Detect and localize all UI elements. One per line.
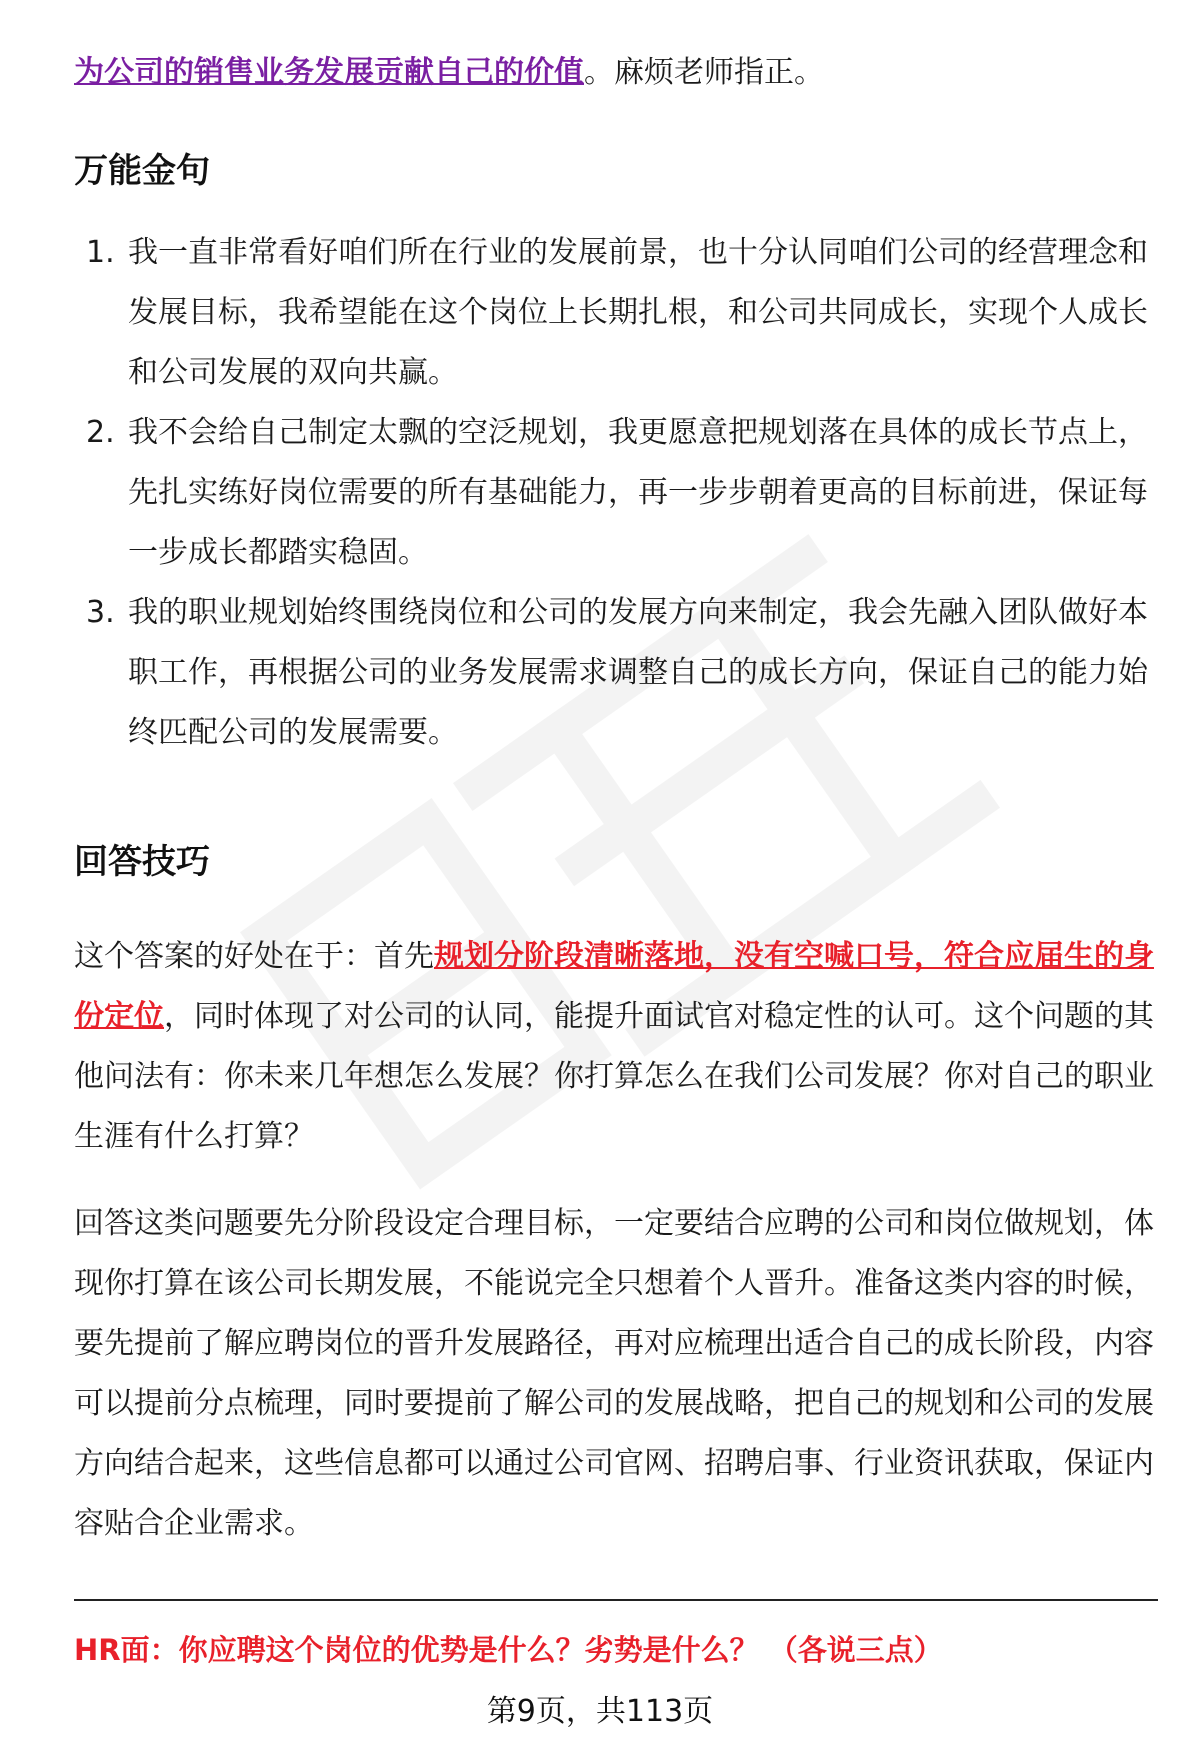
list-item-number: 1. xyxy=(86,235,115,270)
paragraph-line: 生涯有什么打算？ xyxy=(74,1119,314,1154)
list-item-line: 终匹配公司的发展需要。 xyxy=(128,715,458,750)
list-item-line: 我的职业规划始终围绕岗位和公司的发展方向来制定，我会先融入团队做好本 xyxy=(128,595,1148,630)
list-item-line: 职工作，再根据公司的业务发展需求调整自己的成长方向，保证自己的能力始 xyxy=(128,655,1148,690)
para1-emphasis-cont: 份定位 xyxy=(74,999,164,1034)
list-item-line: 先扎实练好岗位需要的所有基础能力，再一步步朝着更高的目标前进，保证每 xyxy=(128,475,1148,510)
list-item xyxy=(74,403,1146,583)
para1-rest: ，同时体现了对公司的认同，能提升面试官对稳定性的认可。这个问题的其 xyxy=(164,999,1154,1034)
paragraph-line: 容贴合企业需求。 xyxy=(74,1506,314,1541)
list-item xyxy=(74,583,1146,763)
intro-line xyxy=(74,43,1146,103)
paragraph-line: 回答这类问题要先分阶段设定合理目标，一定要结合应聘的公司和岗位做规划，体 xyxy=(74,1206,1154,1241)
list-item-line: 我一直非常看好咱们所在行业的发展前景，也十分认同咱们公司的经营理念和 xyxy=(128,235,1148,270)
list-item-line: 和公司发展的双向共赢。 xyxy=(128,355,458,390)
para1-emphasis: 规划分阶段清晰落地，没有空喊口号，符合应届生的身 xyxy=(434,939,1154,974)
para1-prefix: 这个答案的好处在于：首先 xyxy=(74,939,434,974)
intro-emphasis: 为公司的销售业务发展贡献自己的价值 xyxy=(74,55,584,90)
next-question-heading: HR面：你应聘这个岗位的优势是什么？劣势是什么？ （各说三点） xyxy=(74,1633,943,1667)
page-number-footer: 第9页，共113页 xyxy=(486,1694,714,1729)
list-item-line: 一步成长都踏实稳固。 xyxy=(128,535,428,570)
intro-rest: 。麻烦老师指正。 xyxy=(584,55,824,90)
tips-paragraph-2 xyxy=(74,1194,1154,1554)
phrase-list xyxy=(74,223,1146,763)
list-item-line: 发展目标，我希望能在这个岗位上长期扎根，和公司共同成长，实现个人成长 xyxy=(128,295,1148,330)
list-item-line: 我不会给自己制定太飘的空泛规划，我更愿意把规划落在具体的成长节点上， xyxy=(128,415,1148,450)
paragraph-line: 要先提前了解应聘岗位的晋升发展路径，再对应梳理出适合自己的成长阶段，内容 xyxy=(74,1326,1154,1361)
paragraph-line: 现你打算在该公司长期发展，不能说完全只想着个人晋升。准备这类内容的时候， xyxy=(74,1266,1154,1301)
list-item xyxy=(74,223,1146,403)
section-divider xyxy=(74,1599,1158,1601)
list-item-number: 3. xyxy=(86,595,115,630)
paragraph-line xyxy=(74,987,1154,1047)
section-heading-universal-phrases: 万能金句 xyxy=(74,151,210,191)
paragraph-line: 他问法有：你未来几年想怎么发展？你打算怎么在我们公司发展？你对自己的职业 xyxy=(74,1059,1154,1094)
section-heading-answer-tips: 回答技巧 xyxy=(74,842,210,882)
tips-paragraph-1 xyxy=(74,927,1154,1167)
paragraph-line: 方向结合起来，这些信息都可以通过公司官网、招聘启事、行业资讯获取，保证内 xyxy=(74,1446,1154,1481)
list-item-number: 2. xyxy=(86,415,115,450)
paragraph-line: 可以提前分点梳理，同时要提前了解公司的发展战略，把自己的规划和公司的发展 xyxy=(74,1386,1154,1421)
paragraph-line xyxy=(74,927,1154,987)
